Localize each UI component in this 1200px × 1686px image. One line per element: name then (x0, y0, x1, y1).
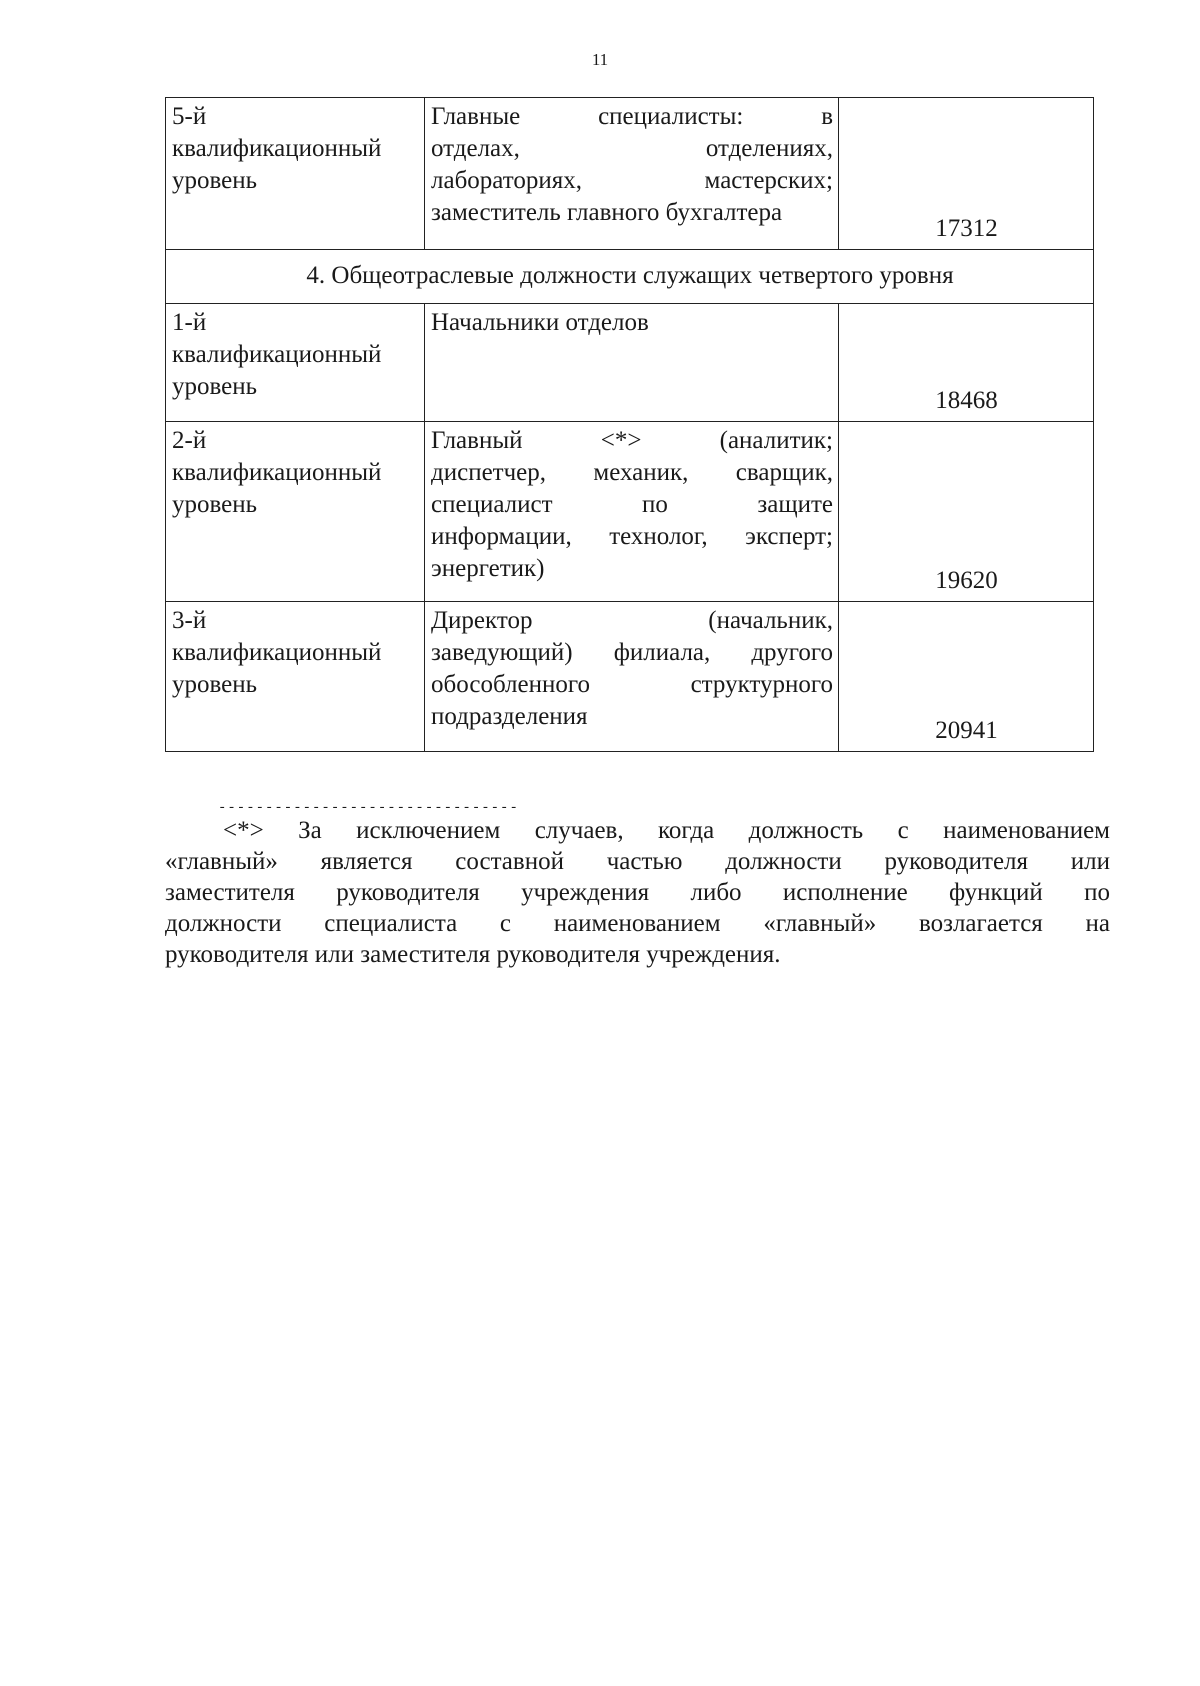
position-line: заместитель главного бухгалтера (431, 199, 783, 226)
table-row (166, 602, 1094, 752)
position-line: лабораториях, мастерских; (431, 167, 833, 194)
level-line: 1-й (172, 309, 207, 336)
table-row (166, 304, 1094, 422)
position-line: Главный <*> (аналитик; (431, 427, 833, 454)
salary-cell: 19620 (839, 422, 1094, 602)
salary-cell: 18468 (839, 304, 1094, 422)
qualification-level-cell (166, 602, 425, 752)
positions-cell (425, 98, 839, 250)
level-line: 3-й (172, 607, 207, 634)
position-line: заведующий) филиала, другого (431, 639, 833, 666)
footnote-line: <*> За исключением случаев, когда должность с наименованием (223, 817, 1110, 844)
position-line: информации, технолог, эксперт; (431, 523, 833, 550)
position-line: Главные специалисты: в (431, 103, 833, 130)
position-line: обособленного структурного (431, 671, 833, 698)
salary-cell: 20941 (839, 602, 1094, 752)
level-line: квалификационный (172, 341, 382, 368)
position-line: отделах, отделениях, (431, 135, 833, 162)
level-line: квалификационный (172, 639, 382, 666)
footnote-separator: -------------------------------- (218, 800, 519, 816)
table-row (166, 98, 1094, 250)
level-line: уровень (172, 671, 258, 698)
footnote (165, 815, 1110, 970)
position-line: подразделения (431, 703, 588, 730)
level-line: уровень (172, 373, 258, 400)
footnote-line: заместителя руководителя учреждения либо исполнение функций по (165, 879, 1110, 906)
position-line: энергетик) (431, 555, 545, 582)
level-line: квалификационный (172, 135, 382, 162)
position-line: Директор (начальник, (431, 607, 833, 634)
salary-cell: 17312 (839, 98, 1094, 250)
qualification-level-cell (166, 422, 425, 602)
level-line: 5-й (172, 103, 207, 130)
salary-table (165, 97, 1094, 752)
footnote-line: должности специалиста с наименованием «главный» возлагается на (165, 910, 1110, 937)
table-row (166, 422, 1094, 602)
positions-cell (425, 304, 839, 422)
position-line: Начальники отделов (431, 309, 649, 336)
positions-cell (425, 602, 839, 752)
level-line: квалификационный (172, 459, 382, 486)
page-number: 11 (591, 50, 609, 69)
section-heading: 4. Общеотраслевые должности служащих четвертого уровня (166, 250, 1094, 304)
position-line: специалист по защите (431, 491, 833, 518)
positions-cell (425, 422, 839, 602)
qualification-level-cell (166, 304, 425, 422)
footnote-line: «главный» является составной частью должности руководителя или (165, 848, 1110, 875)
footnote-line: руководителя или заместителя руководителя учреждения. (165, 941, 781, 968)
level-line: уровень (172, 167, 258, 194)
section-row (166, 250, 1094, 304)
qualification-level-cell (166, 98, 425, 250)
level-line: 2-й (172, 427, 207, 454)
level-line: уровень (172, 491, 258, 518)
position-line: диспетчер, механик, сварщик, (431, 459, 833, 486)
